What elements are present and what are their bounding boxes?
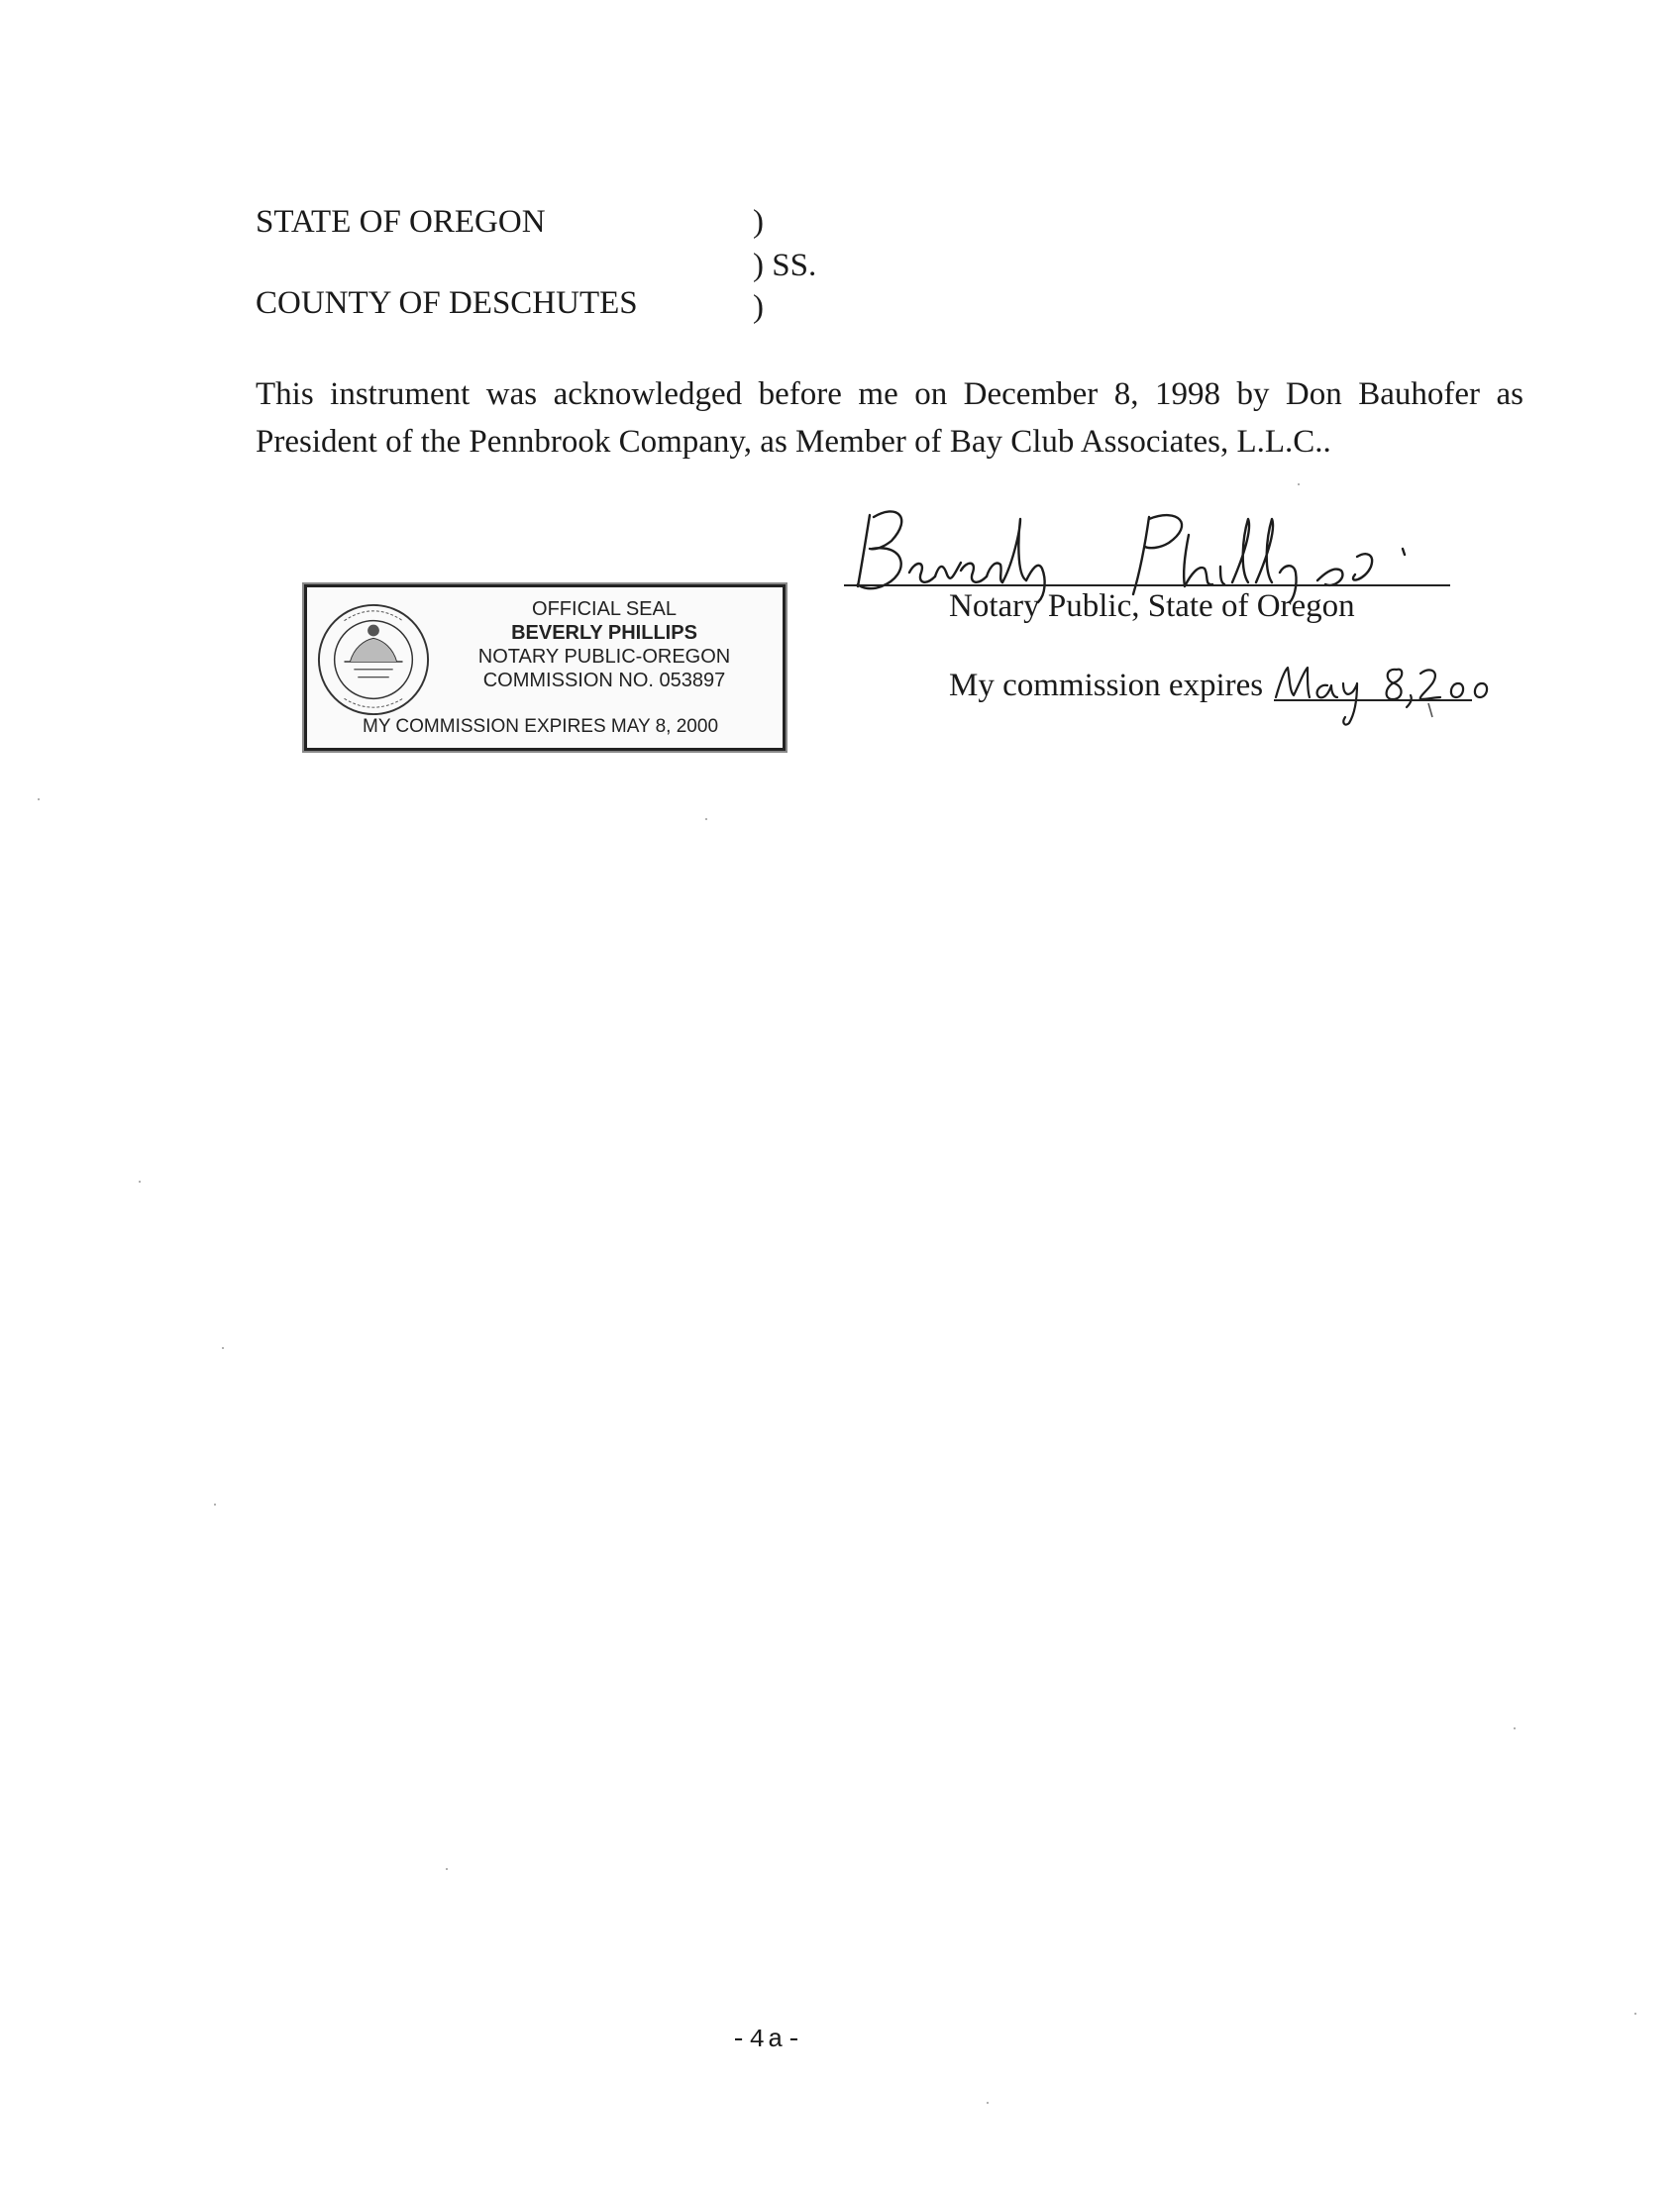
scan-speck bbox=[214, 1504, 216, 1506]
page-number: -4a- bbox=[730, 2025, 805, 2054]
scan-speck bbox=[705, 818, 707, 820]
acknowledgment-paragraph bbox=[256, 370, 1523, 466]
seal-notary-public: NOTARY PUBLIC-OREGON bbox=[477, 646, 731, 668]
seal-commission-number: COMMISSION NO. 053897 bbox=[482, 670, 726, 691]
notary-title: Notary Public, State of Oregon bbox=[949, 588, 1355, 624]
commission-date-line bbox=[1274, 699, 1472, 701]
oregon-state-seal-icon bbox=[315, 601, 432, 718]
seal-notary-name: BEVERLY PHILLIPS bbox=[511, 622, 697, 644]
scan-speck bbox=[139, 1181, 141, 1183]
seal-expiration: MY COMMISSION EXPIRES MAY 8, 2000 bbox=[363, 716, 719, 737]
acknowledgment-line-2: President of the Pennbrook Company, as Member of Bay Club Associates, L.L.C.. bbox=[256, 424, 1331, 460]
seal-heading: OFFICIAL SEAL bbox=[532, 598, 677, 620]
venue-paren-ss: ) SS. bbox=[753, 248, 817, 283]
scan-speck bbox=[446, 1868, 448, 1870]
scan-speck bbox=[1634, 2013, 1636, 2015]
commission-label: My commission expires bbox=[949, 668, 1264, 703]
venue-paren-bottom: ) bbox=[753, 289, 764, 325]
venue-county: COUNTY OF DESCHUTES bbox=[256, 285, 638, 321]
handwritten-commission-date bbox=[1270, 654, 1508, 733]
scan-speck bbox=[38, 798, 40, 800]
scan-speck bbox=[987, 2102, 989, 2104]
venue-paren-top: ) bbox=[753, 204, 764, 240]
signature-line bbox=[844, 584, 1450, 586]
scan-speck bbox=[1514, 1727, 1516, 1729]
official-seal-stamp bbox=[304, 584, 786, 751]
venue-state: STATE OF OREGON bbox=[256, 204, 546, 240]
scan-speck bbox=[222, 1347, 224, 1349]
seal-text-block bbox=[426, 597, 783, 692]
scan-speck bbox=[1298, 483, 1300, 485]
acknowledgment-line-1: This instrument was acknowledged before me on December 8, 1998 by Don Bauhofer as bbox=[256, 376, 1523, 412]
